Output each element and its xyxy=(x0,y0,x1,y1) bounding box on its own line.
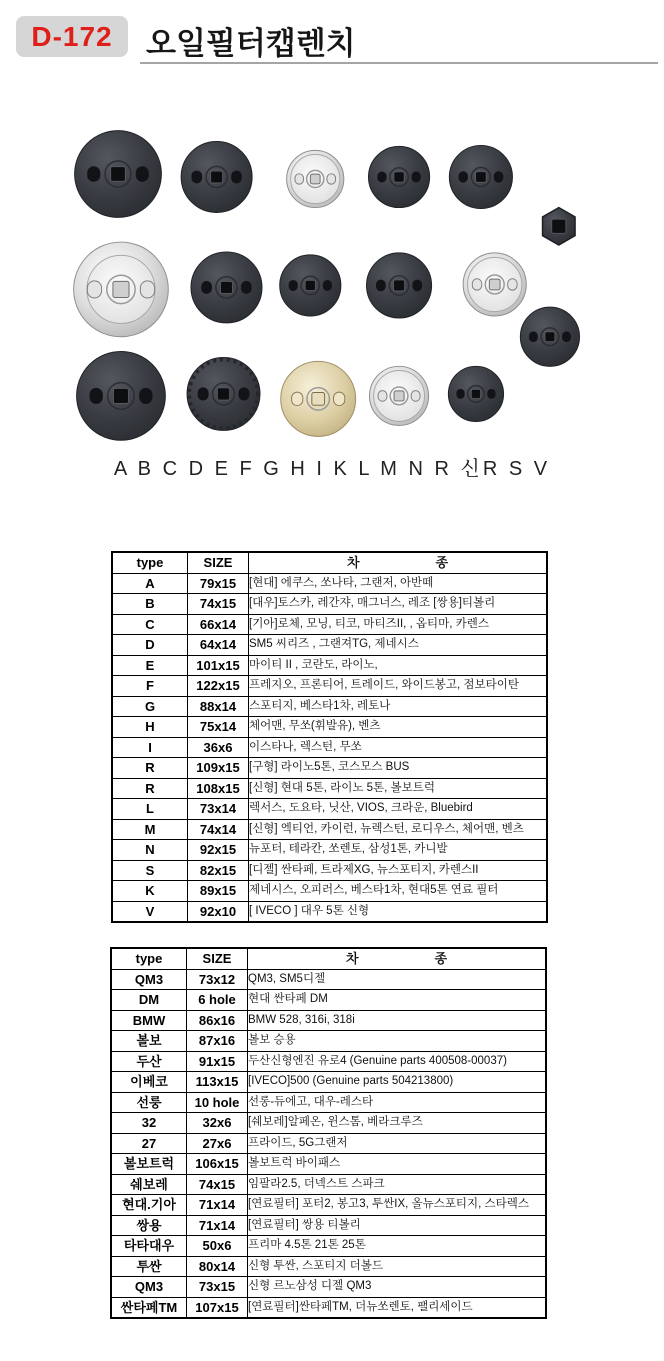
table-row xyxy=(112,696,547,717)
wrench-cap-hex xyxy=(543,208,576,245)
cell-size: 106x15 xyxy=(187,1154,248,1175)
table-row xyxy=(112,819,547,840)
cell-type: 쉐보레 xyxy=(111,1174,187,1195)
cell-size: 80x14 xyxy=(187,1256,248,1277)
col-header-vehicle-a: 차 xyxy=(346,951,359,967)
cell-type: V xyxy=(112,901,188,922)
cell-type: QM3 xyxy=(111,969,187,990)
spec-table-2 xyxy=(110,947,547,1319)
table-row xyxy=(111,1154,546,1175)
cell-type: R xyxy=(112,758,188,779)
page-title: 오일필터캡렌치 xyxy=(146,26,356,61)
table-row xyxy=(111,1133,546,1154)
table-row xyxy=(111,1236,546,1257)
cell-size: 71x14 xyxy=(187,1195,248,1216)
table-row xyxy=(112,594,547,615)
col-header-type: type xyxy=(111,948,187,969)
cell-desc: 임팔라2.5, 더넥스트 스파크 xyxy=(248,1174,547,1195)
table-row xyxy=(111,1277,546,1298)
table-row xyxy=(111,1215,546,1236)
col-header-size: SIZE xyxy=(187,948,248,969)
col-header-vehicle-b: 종 xyxy=(435,555,448,571)
cell-size: 32x6 xyxy=(187,1113,248,1134)
table-row xyxy=(112,840,547,861)
cell-desc: 마이티 II , 코란도, 라이노, xyxy=(249,655,548,676)
wrench-cap-dark xyxy=(187,357,260,430)
col-header-vehicle-b: 종 xyxy=(434,951,447,967)
cell-size: 66x14 xyxy=(188,614,249,635)
cell-size: 113x15 xyxy=(187,1072,248,1093)
cell-size: 74x15 xyxy=(187,1174,248,1195)
table-row xyxy=(111,990,546,1011)
cell-size: 108x15 xyxy=(188,778,249,799)
cell-type: 투싼 xyxy=(111,1256,187,1277)
table-row xyxy=(111,1092,546,1113)
cell-desc: 프레지오, 프론티어, 트레이드, 와이드봉고, 점보타이탄 xyxy=(249,676,548,697)
cell-type: 싼타페TM xyxy=(111,1297,187,1318)
table-row xyxy=(111,1051,546,1072)
table-row xyxy=(112,676,547,697)
table-row xyxy=(112,881,547,902)
col-header-vehicle xyxy=(249,552,548,573)
wrench-cap-dark xyxy=(75,131,162,218)
cell-size: 74x15 xyxy=(188,594,249,615)
cell-size: 74x14 xyxy=(188,819,249,840)
cell-desc: [디젤] 싼타페, 트라제XG, 뉴스포티지, 카렌스II xyxy=(249,860,548,881)
cell-desc: 두산신형엔진 유로4 (Genuine parts 400508-00037) xyxy=(248,1051,547,1072)
cell-desc: QM3, SM5디젤 xyxy=(248,969,547,990)
col-header-vehicle xyxy=(248,948,547,969)
cell-size: 107x15 xyxy=(187,1297,248,1318)
cell-type: 선룽 xyxy=(111,1092,187,1113)
cell-desc: BMW 528, 316i, 318i xyxy=(248,1010,547,1031)
cell-desc: 체어맨, 무쏘(휘발유), 벤츠 xyxy=(249,717,548,738)
table-row xyxy=(111,1256,546,1277)
cell-size: 101x15 xyxy=(188,655,249,676)
cell-type: H xyxy=(112,717,188,738)
cell-type: L xyxy=(112,799,188,820)
cell-desc: [IVECO]500 (Genuine parts 504213800) xyxy=(248,1072,547,1093)
table-row xyxy=(111,1297,546,1318)
cell-desc: 스포티지, 베스타1차, 레토나 xyxy=(249,696,548,717)
wrench-cap-dark xyxy=(191,252,262,323)
cell-type: 타타대우 xyxy=(111,1236,187,1257)
cell-size: 91x15 xyxy=(187,1051,248,1072)
cell-desc: 볼보 승용 xyxy=(248,1031,547,1052)
table-row xyxy=(112,635,547,656)
table-row xyxy=(111,1010,546,1031)
cell-type: 두산 xyxy=(111,1051,187,1072)
cell-type: F xyxy=(112,676,188,697)
cell-desc: [연료필터] 포터2, 봉고3, 투싼IX, 올뉴스포티지, 스타렉스 xyxy=(248,1195,547,1216)
cell-desc: [신형] 엑티언, 카이런, 뉴렉스턴, 로디우스, 체어맨, 벤츠 xyxy=(249,819,548,840)
col-header-size: SIZE xyxy=(188,552,249,573)
cell-size: 86x16 xyxy=(187,1010,248,1031)
cell-type: 32 xyxy=(111,1113,187,1134)
wrench-cap-chrome xyxy=(463,253,526,316)
wrench-cap-dark xyxy=(368,146,429,207)
cell-desc: [쉐보레]알페온, 윈스톰, 베라크루즈 xyxy=(248,1113,547,1134)
cell-type: B xyxy=(112,594,188,615)
cell-desc: [기아]로체, 모닝, 티코, 마티즈II, , 옵티마, 카렌스 xyxy=(249,614,548,635)
cell-type: 볼보 xyxy=(111,1031,187,1052)
cell-type: M xyxy=(112,819,188,840)
spec-table-1 xyxy=(111,551,548,923)
cell-type: I xyxy=(112,737,188,758)
wrench-cap-chrome xyxy=(74,242,169,337)
cell-size: 109x15 xyxy=(188,758,249,779)
cell-type: G xyxy=(112,696,188,717)
cell-type: C xyxy=(112,614,188,635)
cell-size: 6 hole xyxy=(187,990,248,1011)
type-letter-caption: A B C D E F G H I K L M N R 신R S V xyxy=(113,458,551,480)
product-photo xyxy=(0,105,664,460)
table-row xyxy=(112,573,547,594)
cell-type: E xyxy=(112,655,188,676)
wrench-cap-dark xyxy=(520,307,579,366)
cell-size: 36x6 xyxy=(188,737,249,758)
table-row xyxy=(111,1113,546,1134)
cell-desc: 신형 투싼, 스포티지 더볼드 xyxy=(248,1256,547,1277)
cell-size: 79x15 xyxy=(188,573,249,594)
cell-size: 73x12 xyxy=(187,969,248,990)
table-row xyxy=(112,901,547,922)
cell-size: 64x14 xyxy=(188,635,249,656)
table-row xyxy=(111,1195,546,1216)
table-row xyxy=(112,717,547,738)
cell-size: 92x10 xyxy=(188,901,249,922)
cell-type: N xyxy=(112,840,188,861)
cell-desc: 선롱-듀에고, 대우-레스타 xyxy=(248,1092,547,1113)
wrench-cap-dark xyxy=(181,141,252,212)
wrench-cap-gold xyxy=(281,361,356,436)
cell-desc: 제네시스, 오피러스, 베스타1차, 현대5톤 연료 필터 xyxy=(249,881,548,902)
cell-size: 89x15 xyxy=(188,881,249,902)
table-row xyxy=(112,758,547,779)
cell-size: 88x14 xyxy=(188,696,249,717)
cell-size: 50x6 xyxy=(187,1236,248,1257)
cell-desc: SM5 씨리즈 , 그랜져TG, 제네시스 xyxy=(249,635,548,656)
cell-desc: [연료필터]싼타페TM, 더뉴쏘렌토, 팰리세이드 xyxy=(248,1297,547,1318)
cell-size: 73x14 xyxy=(188,799,249,820)
cell-size: 73x15 xyxy=(187,1277,248,1298)
product-code-badge xyxy=(16,16,128,57)
cell-size: 75x14 xyxy=(188,717,249,738)
wrench-cap-dark xyxy=(448,366,503,421)
cell-desc: 이스타나, 렉스턴, 무쏘 xyxy=(249,737,548,758)
table-header-row xyxy=(112,552,547,573)
cell-size: 27x6 xyxy=(187,1133,248,1154)
cell-type: 볼보트럭 xyxy=(111,1154,187,1175)
cell-desc: [구형] 라이노5톤, 코스모스 BUS xyxy=(249,758,548,779)
wrench-cap-dark xyxy=(77,352,166,441)
table-row xyxy=(112,737,547,758)
cell-type: BMW xyxy=(111,1010,187,1031)
col-header-vehicle-a: 차 xyxy=(347,555,360,571)
cell-size: 87x16 xyxy=(187,1031,248,1052)
cell-type: 현대.기아 xyxy=(111,1195,187,1216)
wrench-cap-dark xyxy=(280,255,341,316)
cell-desc: 신형 르노삼성 디젤 QM3 xyxy=(248,1277,547,1298)
cell-desc: [ IVECO ] 대우 5톤 신형 xyxy=(249,901,548,922)
cell-desc: [현대] 에쿠스, 쏘나타, 그랜저, 아반떼 xyxy=(249,573,548,594)
cell-type: K xyxy=(112,881,188,902)
wrench-cap-chrome xyxy=(287,150,344,207)
table-row xyxy=(112,799,547,820)
cell-type: QM3 xyxy=(111,1277,187,1298)
cell-size: 92x15 xyxy=(188,840,249,861)
cell-type: S xyxy=(112,860,188,881)
cell-desc: [대우]토스카, 레간쟈, 매그너스, 레조 [쌍용]티볼리 xyxy=(249,594,548,615)
cell-desc: 렉서스, 도요타, 닛산, VIOS, 크라운, Bluebird xyxy=(249,799,548,820)
col-header-type: type xyxy=(112,552,188,573)
wrench-cap-dark xyxy=(367,253,432,318)
table-row xyxy=(112,860,547,881)
cell-type: DM xyxy=(111,990,187,1011)
table-row xyxy=(112,778,547,799)
cell-desc: [연료필터] 쌍용 티볼리 xyxy=(248,1215,547,1236)
cell-desc: 프라이드, 5G그랜저 xyxy=(248,1133,547,1154)
cell-desc: 프리마 4.5톤 21톤 25톤 xyxy=(248,1236,547,1257)
cell-type: A xyxy=(112,573,188,594)
table-header-row xyxy=(111,948,546,969)
product-code: D-172 xyxy=(31,20,113,52)
table-row xyxy=(111,1072,546,1093)
cell-size: 71x14 xyxy=(187,1215,248,1236)
table-row xyxy=(111,969,546,990)
cell-type: R xyxy=(112,778,188,799)
cell-desc: 현대 싼타페 DM xyxy=(248,990,547,1011)
table-row xyxy=(112,614,547,635)
cell-type: D xyxy=(112,635,188,656)
table-row xyxy=(111,1174,546,1195)
cell-type: 쌍용 xyxy=(111,1215,187,1236)
cell-size: 82x15 xyxy=(188,860,249,881)
cell-desc: [신형] 현대 5톤, 라이노 5톤, 볼보트럭 xyxy=(249,778,548,799)
cell-desc: 뉴포터, 테라칸, 쏘렌토, 삼성1톤, 카니발 xyxy=(249,840,548,861)
cell-size: 122x15 xyxy=(188,676,249,697)
cell-type: 27 xyxy=(111,1133,187,1154)
table-row xyxy=(112,655,547,676)
wrench-cap-dark xyxy=(449,145,512,208)
title-underline xyxy=(140,62,658,64)
table-row xyxy=(111,1031,546,1052)
cell-desc: 볼보트럭 바이패스 xyxy=(248,1154,547,1175)
cell-size: 10 hole xyxy=(187,1092,248,1113)
wrench-cap-chrome xyxy=(369,366,428,425)
cell-type: 이베코 xyxy=(111,1072,187,1093)
